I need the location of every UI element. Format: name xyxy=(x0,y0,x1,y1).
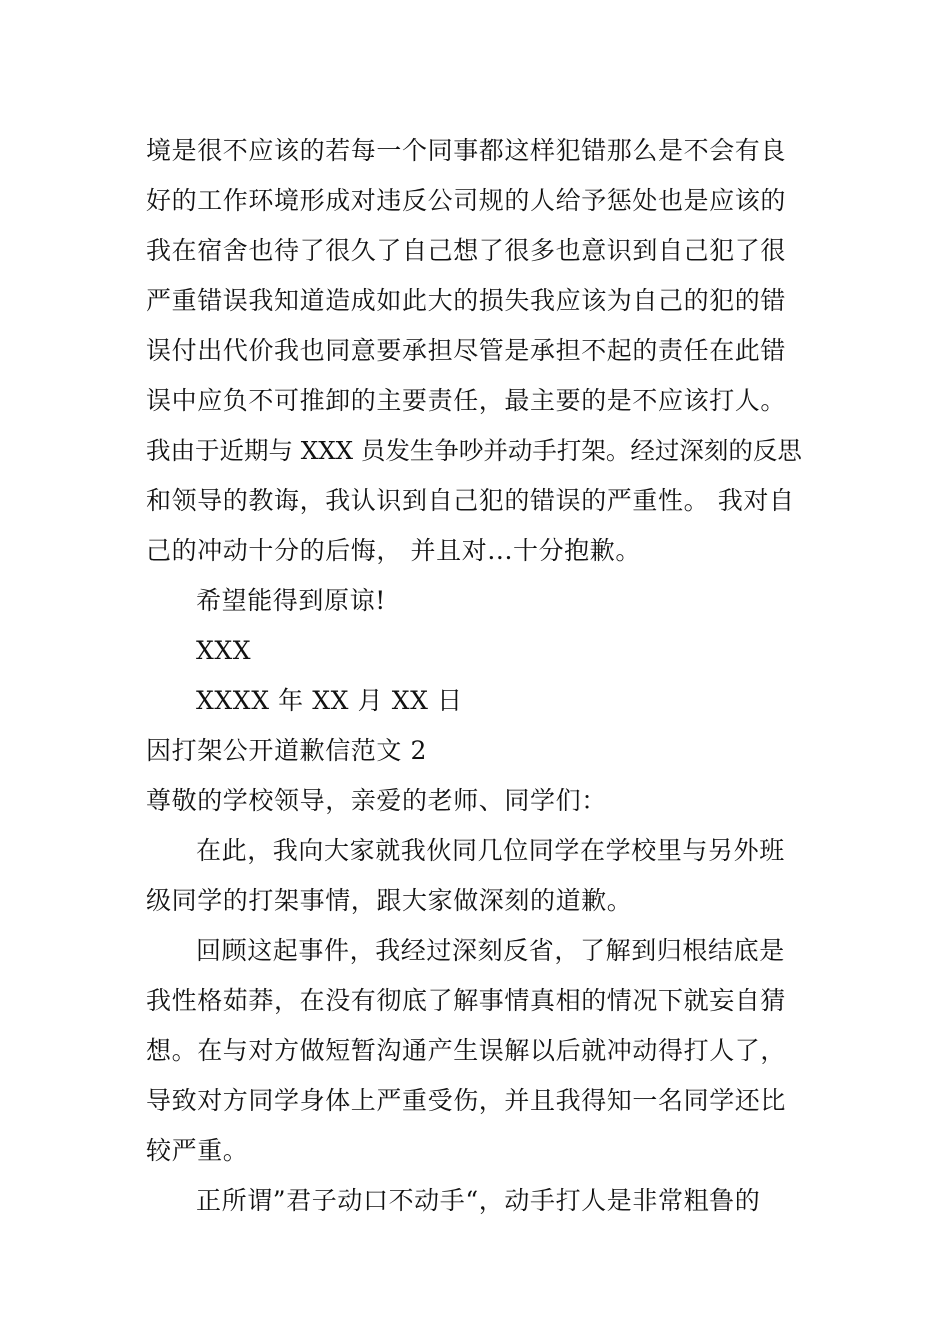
body-line: 误中应负不可推卸的主要责任，最主要的是不应该打人。 xyxy=(146,386,787,415)
paragraph-line: 较严重。 xyxy=(146,1136,249,1165)
body-line: 我由于近期与 XXX 员发生争吵并动手打架。经过深刻的反思 xyxy=(146,436,802,465)
body-line: 好的工作环境形成对违反公司规的人给予惩处也是应该的 xyxy=(146,186,787,215)
paragraph-line: 在此，我向大家就我伙同几位同学在学校里与另外班 xyxy=(196,836,785,865)
body-line: 和领导的教诲，我认识到自己犯的错误的严重性。 我对自 xyxy=(146,486,795,515)
paragraph-line: 导致对方同学身体上严重受伤，并且我得知一名同学还比 xyxy=(146,1086,787,1115)
paragraph-line: 我性格茹莽，在没有彻底了解事情真相的情况下就妄自猜 xyxy=(146,986,787,1015)
closing-line: 希望能得到原谅! xyxy=(196,586,386,615)
body-line: 我在宿舍也待了很久了自己想了很多也意识到自己犯了很 xyxy=(146,236,787,265)
paragraph-line: 回顾这起事件，我经过深刻反省，了解到归根结底是 xyxy=(196,936,785,965)
paragraph-line: 正所谓”君子动口不动手“，动手打人是非常粗鲁的 xyxy=(196,1186,761,1215)
signature: XXX xyxy=(196,636,252,665)
paragraph-line: 想。在与对方做短暂沟通产生误解以后就冲动得打人了， xyxy=(146,1036,787,1065)
section-heading: 因打架公开道歉信范文 2 xyxy=(146,736,428,765)
body-line: 境是很不应该的若每一个同事都这样犯错那么是不会有良 xyxy=(146,136,787,165)
body-line: 己的冲动十分的后悔， 并且对...十分抱歉。 xyxy=(146,536,641,565)
paragraph-line: 级同学的打架事情，跟大家做深刻的道歉。 xyxy=(146,886,633,915)
body-line: 严重错误我知道造成如此大的损失我应该为自己的犯的错 xyxy=(146,286,787,315)
body-line: 误付出代价我也同意要承担尽管是承担不起的责任在此错 xyxy=(146,336,787,365)
date-line: XXXX 年 XX 月 XX 日 xyxy=(196,686,463,715)
salutation: 尊敬的学校领导，亲爱的老师、同学们： xyxy=(146,786,607,815)
